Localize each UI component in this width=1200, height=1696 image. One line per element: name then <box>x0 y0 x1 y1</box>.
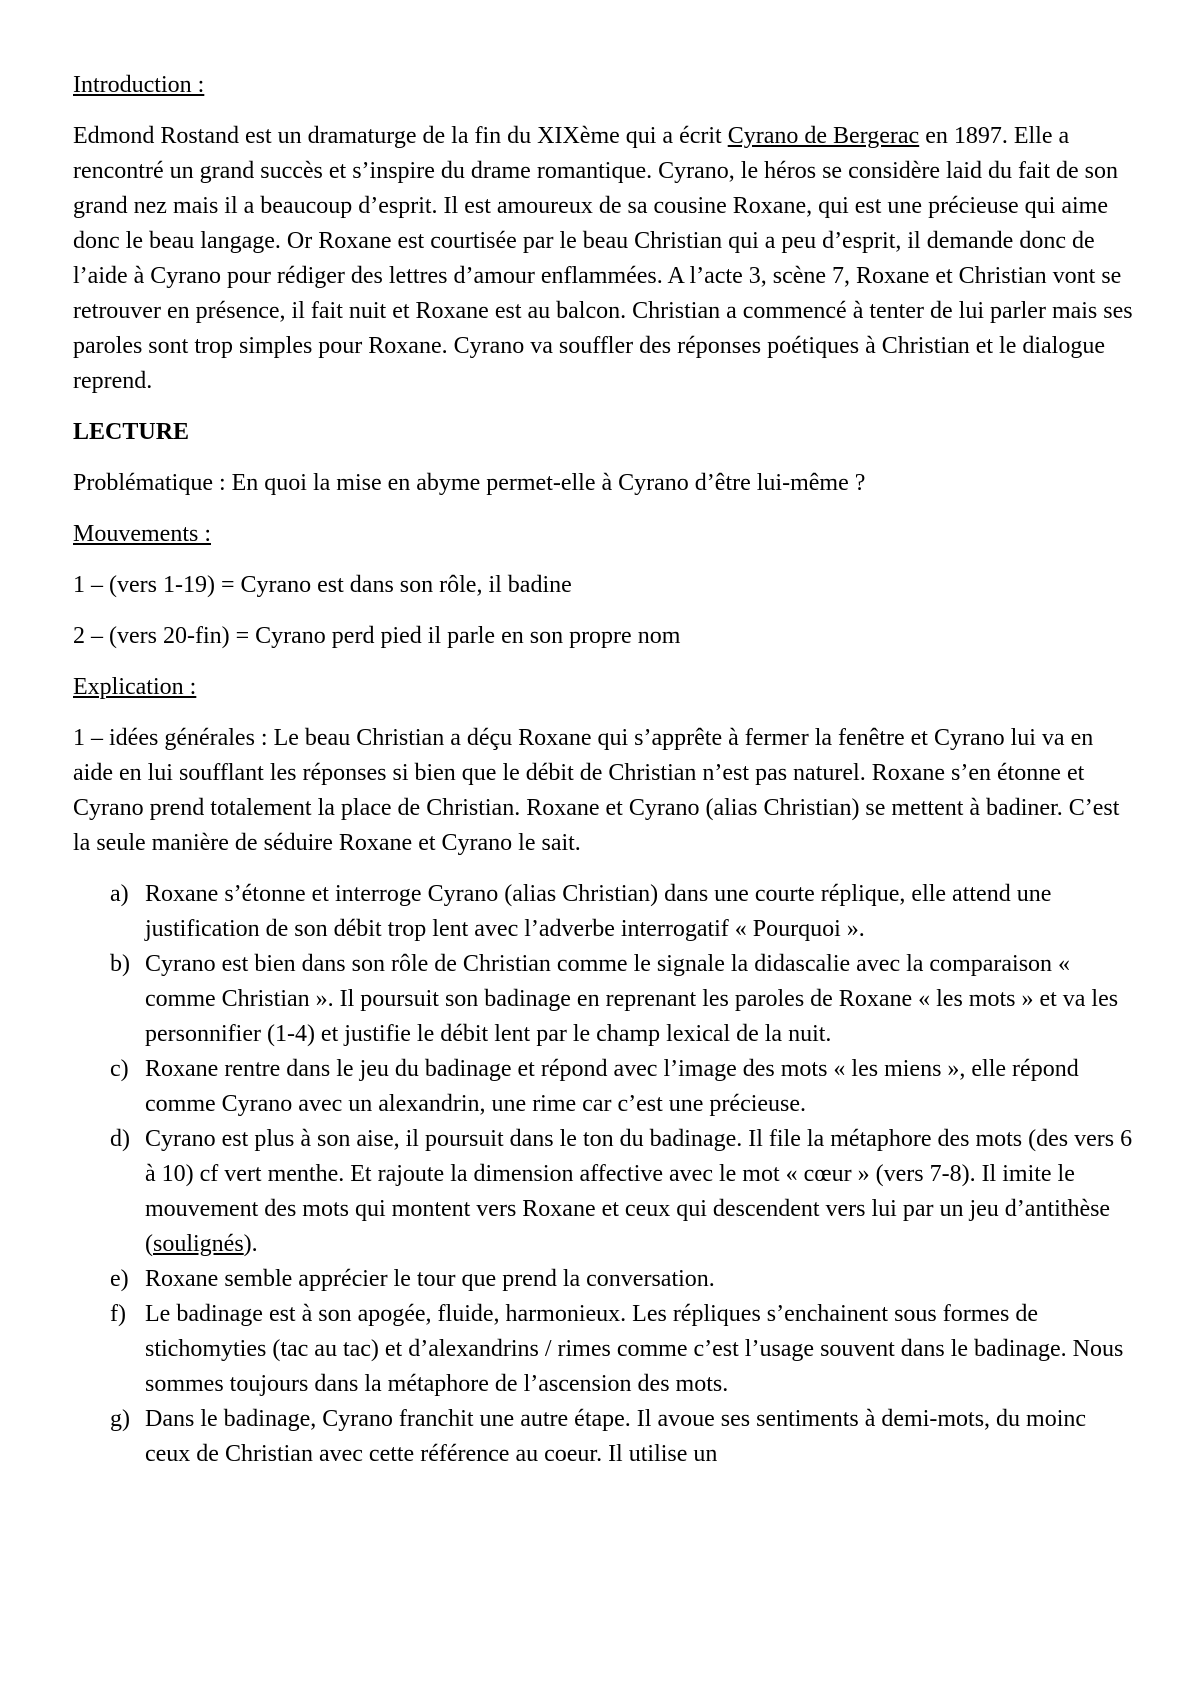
list-marker: e) <box>110 1266 129 1292</box>
intro-text-before: Edmond Rostand est un dramaturge de la fin du XIXème qui a écrit <box>73 123 728 149</box>
list-item <box>73 947 1133 1052</box>
lecture-heading: LECTURE <box>73 419 190 445</box>
list-item-text: Le badinage est à son apogée, fluide, harmonieux. Les répliques s’enchainent sous formes de stichomyties (tac au tac) et d’alexandrins / rimes comme c’est l’usage souvent dans le badinage. Nous sommes toujours dans la métaphore de l’ascension des mots. <box>145 1301 1124 1397</box>
list-marker: g) <box>110 1406 130 1432</box>
list-marker: b) <box>110 951 130 977</box>
underlined-word: soulignés <box>153 1231 244 1257</box>
problematique: Problématique : En quoi la mise en abyme permet-elle à Cyrano d’être lui-même ? <box>73 470 866 496</box>
explication-points-list <box>73 877 1133 1472</box>
list-item <box>73 1262 1133 1297</box>
list-item <box>73 1402 1133 1472</box>
list-item-text: Dans le badinage, Cyrano franchit une autre étape. Il avoue ses sentiments à demi-mots, du moinc ceux de Christian avec cette référence au coeur. Il utilise un <box>145 1406 1087 1467</box>
introduction-paragraph <box>73 119 1133 399</box>
general-ideas-paragraph: 1 – idées générales : Le beau Christian a déçu Roxane qui s’apprête à fermer la fenêtre et Cyrano lui va en aide en lui soufflant les réponses si bien que le débit de Christian n’est pas naturel. Roxane s’en étonne et Cyrano prend totalement la place de Christian. Roxane et Cyrano (alias Christian) se mettent à badiner. C’est la seule manière de séduire Roxane et Cyrano le sait. <box>73 725 1120 856</box>
list-marker: a) <box>110 881 129 907</box>
mouvement-item: 2 – (vers 20-fin) = Cyrano perd pied il parle en son propre nom <box>73 623 681 649</box>
list-item <box>73 1122 1133 1262</box>
list-item-text: Roxane semble apprécier le tour que prend la conversation. <box>145 1266 715 1292</box>
mouvement-item: 1 – (vers 1-19) = Cyrano est dans son rôle, il badine <box>73 572 572 598</box>
list-item <box>73 1297 1133 1402</box>
document-page <box>73 68 1133 1472</box>
list-item-text-after: ). <box>243 1231 258 1257</box>
explication-heading: Explication : <box>73 674 197 700</box>
work-title: Cyrano de Bergerac <box>727 123 920 149</box>
intro-text-after: en 1897. Elle a rencontré un grand succès et s’inspire du drame romantique. Cyrano, le héros se considère laid du fait de son grand nez mais il a beaucoup d’esprit. Il est amoureux de sa cousine Roxane, qui est une précieuse qui aime donc le beau langage. Or Roxane est courtisée par le beau Christian qui a peu d’esprit, il demande donc de l’aide à Cyrano pour rédiger des lettres d’amour enflammées. A l’acte 3, scène 7, Roxane et Christian vont se retrouver en présence, il fait nuit et Roxane est au balcon. Christian a commencé à tenter de lui parler mais ses paroles sont trop simples pour Roxane. Cyrano va souffler des réponses poétiques à Christian et le dialogue reprend. <box>73 123 1133 394</box>
list-marker: d) <box>110 1126 130 1152</box>
list-item <box>73 1052 1133 1122</box>
mouvements-heading: Mouvements : <box>73 521 211 547</box>
introduction-heading: Introduction : <box>73 72 205 98</box>
list-item-text: Roxane rentre dans le jeu du badinage et répond avec l’image des mots « les miens », elle répond comme Cyrano avec un alexandrin, une rime car c’est une précieuse. <box>145 1056 1079 1117</box>
list-marker: c) <box>110 1056 129 1082</box>
list-item-text: Cyrano est bien dans son rôle de Christian comme le signale la didascalie avec la comparaison « comme Christian ». Il poursuit son badinage en reprenant les paroles de Roxane « les mots » et va les personnifier (1-4) et justifie le débit lent par le champ lexical de la nuit. <box>145 951 1119 1047</box>
list-item-text <box>145 1126 1132 1257</box>
list-item-text-before: Cyrano est plus à son aise, il poursuit dans le ton du badinage. Il file la métaphore des mots (des vers 6 à 10) cf vert menthe. Et rajoute la dimension affective avec le mot « cœur » (vers 7-8). Il imite le mouvement des mots qui montent vers Roxane et ceux qui descendent vers lui par un jeu d’antithèse ( <box>145 1126 1133 1257</box>
list-item-text: Roxane s’étonne et interroge Cyrano (alias Christian) dans une courte réplique, elle attend une justification de son débit trop lent avec l’adverbe interrogatif « Pourquoi ». <box>145 881 1052 942</box>
list-marker: f) <box>110 1301 126 1327</box>
list-item <box>73 877 1133 947</box>
